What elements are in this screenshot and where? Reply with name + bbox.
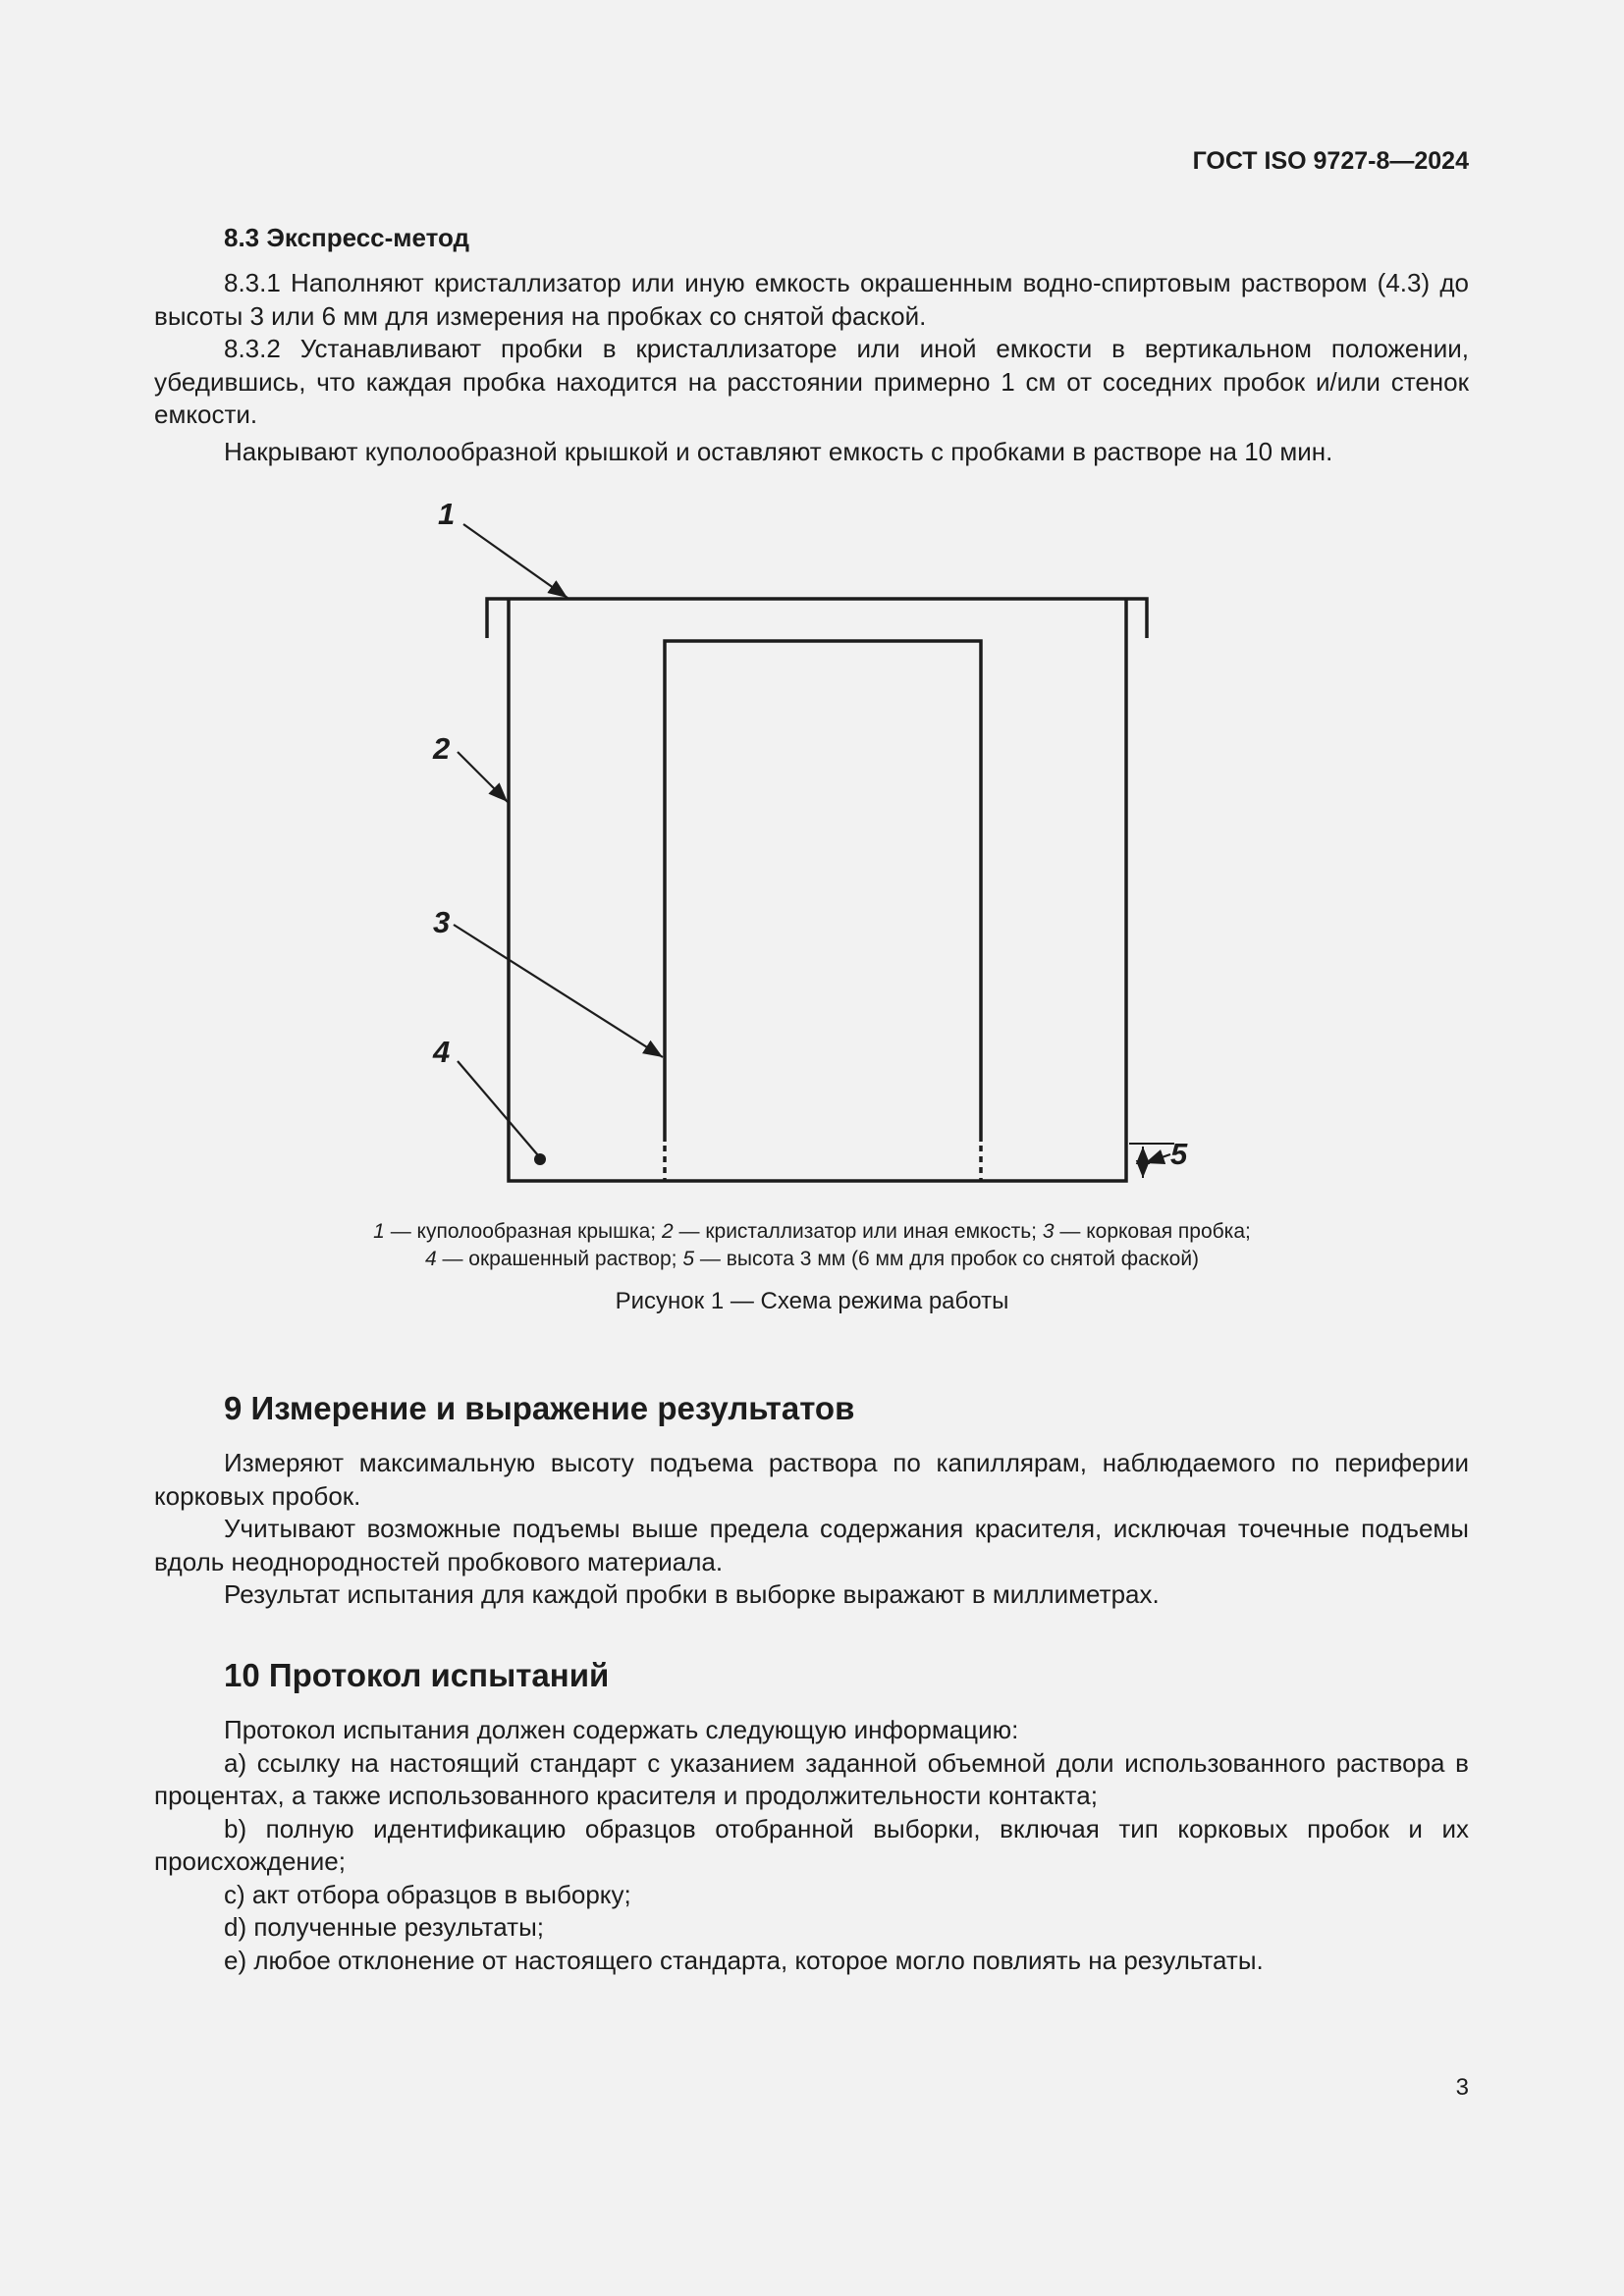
container-shape xyxy=(509,599,1126,1181)
lid-shape xyxy=(487,599,1147,638)
solution-dot xyxy=(534,1153,546,1165)
section-8-3 xyxy=(154,223,1469,468)
callout-4: 4 xyxy=(433,1035,451,1069)
section-heading: 9 Измерение и выражение результатов xyxy=(224,1390,855,1426)
callout-1: 1 xyxy=(438,497,456,531)
page-number: 3 xyxy=(1455,2074,1469,2101)
leader-2 xyxy=(458,752,508,802)
callout-5: 5 xyxy=(1170,1137,1188,1171)
paragraph: Протокол испытания должен содержать следующую информацию: xyxy=(224,1715,1019,1744)
section-9 xyxy=(154,1390,1469,1612)
legend-line-2: 4 — окрашенный раствор; 5 — высота 3 мм (6 мм для пробок со снятой фаской) xyxy=(424,1248,1200,1270)
figure-legend xyxy=(0,1218,1624,1273)
leader-4 xyxy=(458,1061,538,1155)
paragraph: Учитывают возможные подъемы выше предела содержания красителя, исключая точечные подъемы вдоль неоднородностей пробкового материала. xyxy=(154,1514,1469,1576)
paragraph: 8.3.1 Наполняют кристаллизатор или иную емкость окрашенным водно-спиртовым раствором (4.3) до высоты 3 или 6 мм для измерения на пробках со снятой фаской. xyxy=(154,268,1469,331)
document-code: ГОСТ ISO 9727-8—2024 xyxy=(1192,147,1469,175)
figure-diagram xyxy=(0,486,1624,1202)
leader-1 xyxy=(463,524,568,598)
callout-3: 3 xyxy=(433,905,451,939)
leader-3 xyxy=(454,925,663,1057)
list-item: e) любое отклонение от настоящего стандарта, которое могло повлиять на результаты. xyxy=(224,1945,1264,1975)
paragraph: 8.3.2 Устанавливают пробки в кристаллизаторе или иной емкости в вертикальном положении, убедившись, что каждая пробка находится на расстоянии примерно 1 см от соседних пробок и/или стенок емкости. xyxy=(154,334,1469,429)
list-item: a) ссылку на настоящий стандарт с указанием заданной объемной доли использованного раствора в процентах, а также использованного красителя и продолжительности контакта; xyxy=(154,1747,1469,1810)
list-item: b) полную идентификацию образцов отобранной выборки, включая тип корковых пробок и их происхождение; xyxy=(154,1813,1469,1876)
paragraph: Накрывают куполообразной крышкой и оставляют емкость с пробками в растворе на 10 мин. xyxy=(224,436,1333,466)
section-heading: 8.3 Экспресс-метод xyxy=(224,223,470,252)
section-heading: 10 Протокол испытаний xyxy=(224,1657,610,1693)
list-item: c) акт отбора образцов в выборку; xyxy=(224,1879,631,1909)
leader-5 xyxy=(1145,1154,1170,1163)
cork-shape xyxy=(665,641,981,1142)
paragraph: Результат испытания для каждой пробки в выборке выражают в миллиметрах. xyxy=(224,1579,1160,1609)
legend-line-1: 1 — куполообразная крышка; 2 — кристаллизатор или иная емкость; 3 — корковая пробка; xyxy=(373,1220,1251,1243)
section-10 xyxy=(154,1657,1469,1977)
callout-2: 2 xyxy=(433,731,451,766)
list-item: d) полученные результаты; xyxy=(224,1912,544,1942)
paragraph: Измеряют максимальную высоту подъема раствора по капиллярам, наблюдаемого по периферии корковых пробок. xyxy=(154,1448,1469,1511)
figure-caption: Рисунок 1 — Схема режима работы xyxy=(615,1288,1009,1314)
